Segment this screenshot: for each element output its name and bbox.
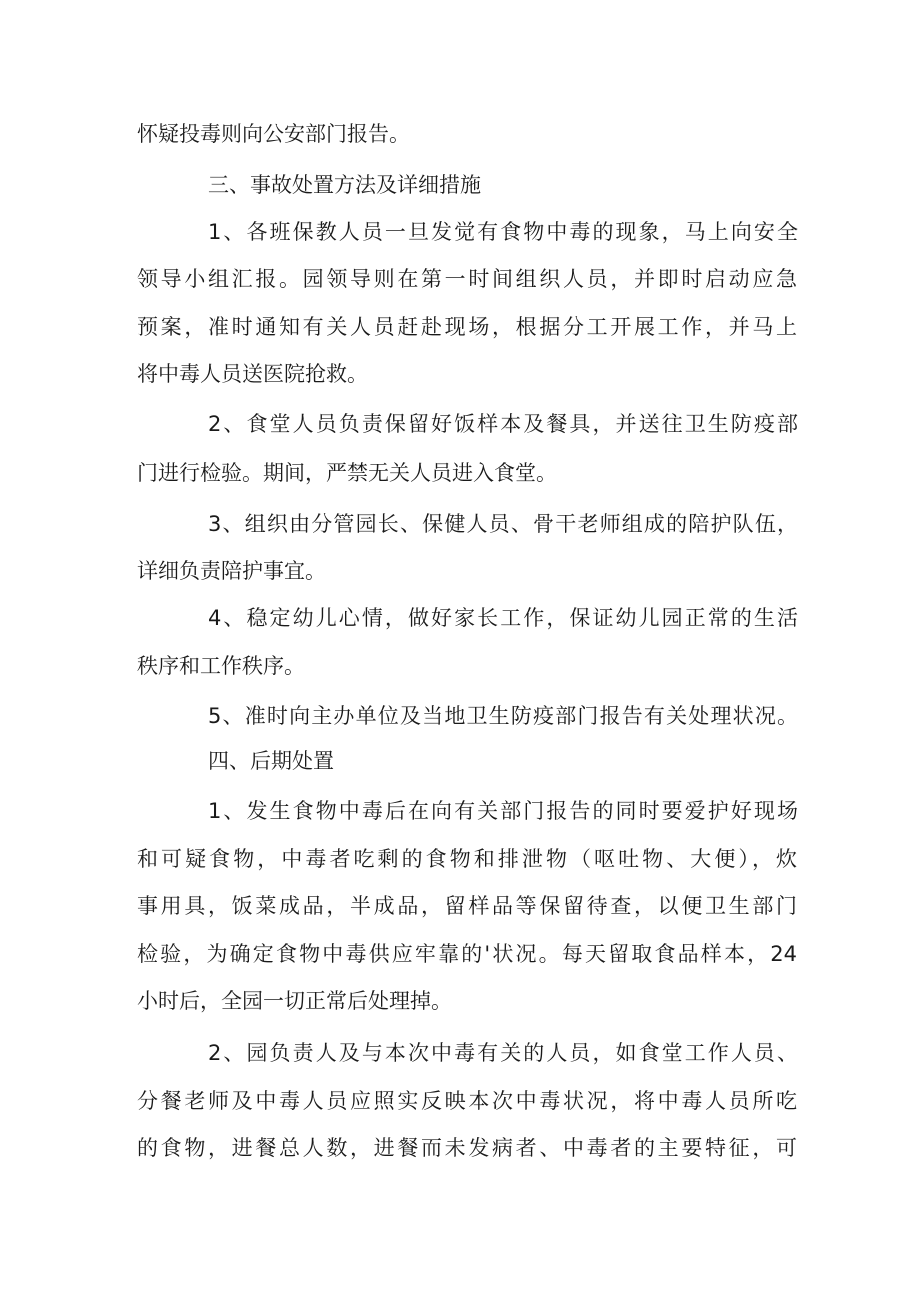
paragraph-line: 1、发生食物中毒后在向有关部门报告的同时要爱护好现场 — [208, 799, 798, 823]
paragraph-line: 将中毒人员送医院抢救。 — [137, 362, 368, 386]
paragraph-line: 2、食堂人员负责保留好饭样本及餐具，并送往卫生防疫部 — [208, 412, 798, 436]
paragraph-line: 分餐老师及中毒人员应照实反映本次中毒状况，将中毒人员所吃 — [137, 1089, 797, 1113]
paragraph-line: 3、组织由分管园长、保健人员、骨干老师组成的陪护队伍， — [208, 512, 798, 536]
paragraph-line: 怀疑投毒则向公安部门报告。 — [137, 122, 410, 146]
paragraph-line: 门进行检验。期间，严禁无关人员进入食堂。 — [137, 461, 557, 485]
paragraph-line: 4、稳定幼儿心情，做好家长工作，保证幼儿园正常的生活 — [208, 606, 798, 630]
paragraph-line: 的食物，进餐总人数，进餐而未发病者、中毒者的主要特征，可 — [137, 1136, 797, 1160]
paragraph-line: 和可疑食物，中毒者吃剩的食物和排泄物（呕吐物、大便），炊 — [137, 847, 797, 871]
paragraph-line: 小时后，全园一切正常后处理掉。 — [137, 989, 452, 1013]
section-heading: 四、后期处置 — [208, 749, 334, 773]
paragraph-line: 预案，准时通知有关人员赶赴现场，根据分工开展工作，并马上 — [137, 315, 797, 339]
paragraph-line: 详细负责陪护事宜。 — [137, 559, 326, 583]
paragraph-line: 1、各班保教人员一旦发觉有食物中毒的现象，马上向安全 — [208, 220, 798, 244]
paragraph-line: 2、园负责人及与本次中毒有关的人员，如食堂工作人员、 — [208, 1041, 798, 1065]
paragraph-line: 检验，为确定食物中毒供应牢靠的'状况。每天留取食品样本，24 — [137, 942, 797, 966]
paragraph-line: 5、准时向主办单位及当地卫生防疫部门报告有关处理状况。 — [208, 704, 798, 728]
paragraph-line: 事用具，饭菜成品，半成品，留样品等保留待查，以便卫生部门 — [137, 894, 797, 918]
paragraph-line: 领导小组汇报。园领导则在第一时间组织人员，并即时启动应急 — [137, 267, 797, 291]
section-heading: 三、事故处置方法及详细措施 — [208, 173, 481, 197]
paragraph-line: 秩序和工作秩序。 — [137, 654, 305, 678]
